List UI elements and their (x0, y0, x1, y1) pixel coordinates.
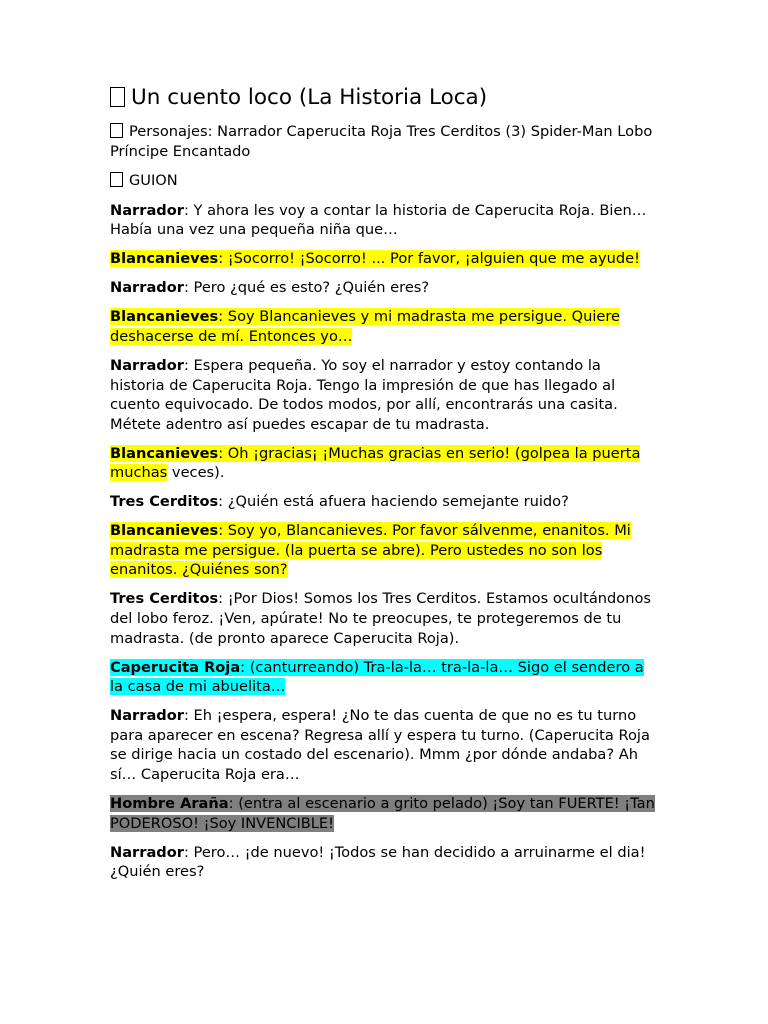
speaker-name: Blancanieves (110, 308, 219, 326)
dialogue-paragraph (110, 356, 658, 434)
dialogue-highlight (110, 707, 650, 783)
dialogue-highlight (110, 659, 644, 696)
speaker-name: Blancanieves (110, 250, 219, 268)
dialogue-text: : Espera pequeña. Yo soy el narrador y estoy contando la historia de Caperucita Roja. Tengo la impresión de que has llegado al cuento equivocado. De todos modos, por allí, encontrarás una casita. Métete adentro así puedes escapar de tu madrasta. (110, 356, 618, 433)
dialogue-highlight (110, 590, 651, 646)
dialogue-text: : Soy yo, Blancanieves. Por favor sálvenme, enanitos. Mi madrasta me persigue. (la puerta se abre). Pero ustedes no son los enanitos. ¿Quiénes son? (110, 522, 631, 579)
dialogue-list (110, 201, 658, 882)
dialogue-text: : ¡Socorro! ¡Socorro! ... Por favor, ¡alguien que me ayude! (218, 250, 640, 268)
dialogue-text: : (entra al escenario a grito pelado) ¡Soy tan FUERTE! ¡Tan PODEROSO! ¡Soy INVENCIBLE! (110, 794, 655, 832)
dialogue-text: : Soy Blancanieves y mi madrasta me persigue. Quiere deshacerse de mí. Entonces yo… (110, 308, 621, 345)
dialogue-paragraph (110, 843, 658, 882)
dialogue-highlight (110, 844, 645, 881)
dialogue-text: : Oh ¡gracias¡ ¡Muchas gracias en serio! (golpea la puerta muchas (110, 444, 641, 482)
speaker-name: Caperucita Roja (110, 658, 241, 676)
dialogue-text: : (canturreando) Tra-la-la… tra-la-la… Sigo el sendero a la casa de mi abuelita… (110, 658, 644, 696)
dialogue-paragraph (110, 706, 658, 784)
speaker-name: Blancanieves (110, 522, 219, 540)
dialogue-highlight (110, 493, 569, 510)
dialogue-paragraph (110, 278, 658, 298)
dialogue-paragraph (110, 444, 658, 483)
dialogue-highlight (110, 250, 640, 267)
speaker-name: Hombre Araña (110, 794, 229, 812)
dialogue-paragraph (110, 307, 658, 346)
dialogue-highlight (110, 522, 631, 578)
speaker-name: Blancanieves (110, 444, 219, 462)
speaker-name: Tres Cerditos (110, 493, 219, 511)
dialogue-highlight (110, 795, 655, 832)
dialogue-paragraph (110, 249, 658, 269)
speaker-name: Narrador (110, 843, 184, 861)
speaker-name: Narrador (110, 279, 184, 297)
dialogue-paragraph (110, 589, 658, 648)
dialogue-text: : Y ahora les voy a contar la historia de Caperucita Roja. Bien… Había una vez una pequeña niña que… (110, 201, 647, 239)
missing-glyph-icon (110, 87, 125, 107)
dialogue-paragraph (110, 492, 658, 512)
dialogue-paragraph (110, 201, 658, 240)
dialogue-highlight (110, 279, 429, 296)
dialogue-highlight (110, 357, 618, 433)
script-heading-text: GUION (129, 172, 178, 190)
speaker-name: Tres Cerditos (110, 590, 219, 608)
dialogue-text: : Pero… ¡de nuevo! ¡Todos se han decidido a arruinarme el dia! ¿Quién eres? (110, 843, 646, 881)
characters-text: Personajes: Narrador Caperucita Roja Tres Cerditos (3) Spider-Man Lobo Príncipe Encantado (110, 123, 653, 160)
speaker-name: Narrador (110, 201, 184, 219)
dialogue-highlight (110, 308, 620, 345)
document-title (110, 84, 658, 112)
title-text: Un cuento loco (La Historia Loca) (131, 85, 488, 110)
speaker-name: Narrador (110, 356, 184, 374)
dialogue-text: : ¡Por Dios! Somos los Tres Cerditos. Estamos ocultándonos del lobo feroz. ¡Ven, apúrate! No te preocupes, te protegeremos de tu madrasta. (de pronto aparece Caperucita Roja). (110, 590, 651, 647)
dialogue-text: : Pero ¿qué es esto? ¿Quién eres? (183, 279, 430, 297)
missing-glyph-icon (110, 123, 123, 138)
dialogue-highlight (110, 202, 646, 239)
script-heading (110, 171, 658, 191)
dialogue-paragraph (110, 794, 658, 833)
dialogue-paragraph (110, 658, 658, 697)
dialogue-text: : Eh ¡espera, espera! ¿No te das cuenta de que no es tu turno para aparecer en escena? Regresa allí y espera tu turno. (Caperucita Roja se dirige hacia un costado del escenario). Mmm ¿por dónde andaba? Ah sí… Caperucita Roja era… (110, 707, 650, 783)
dialogue-tail-text: veces). (167, 464, 225, 482)
characters-line (110, 122, 658, 161)
missing-glyph-icon (110, 172, 123, 187)
dialogue-text: : ¿Quién está afuera haciendo semejante ruido? (218, 493, 569, 511)
speaker-name: Narrador (110, 707, 184, 725)
dialogue-paragraph (110, 521, 658, 580)
